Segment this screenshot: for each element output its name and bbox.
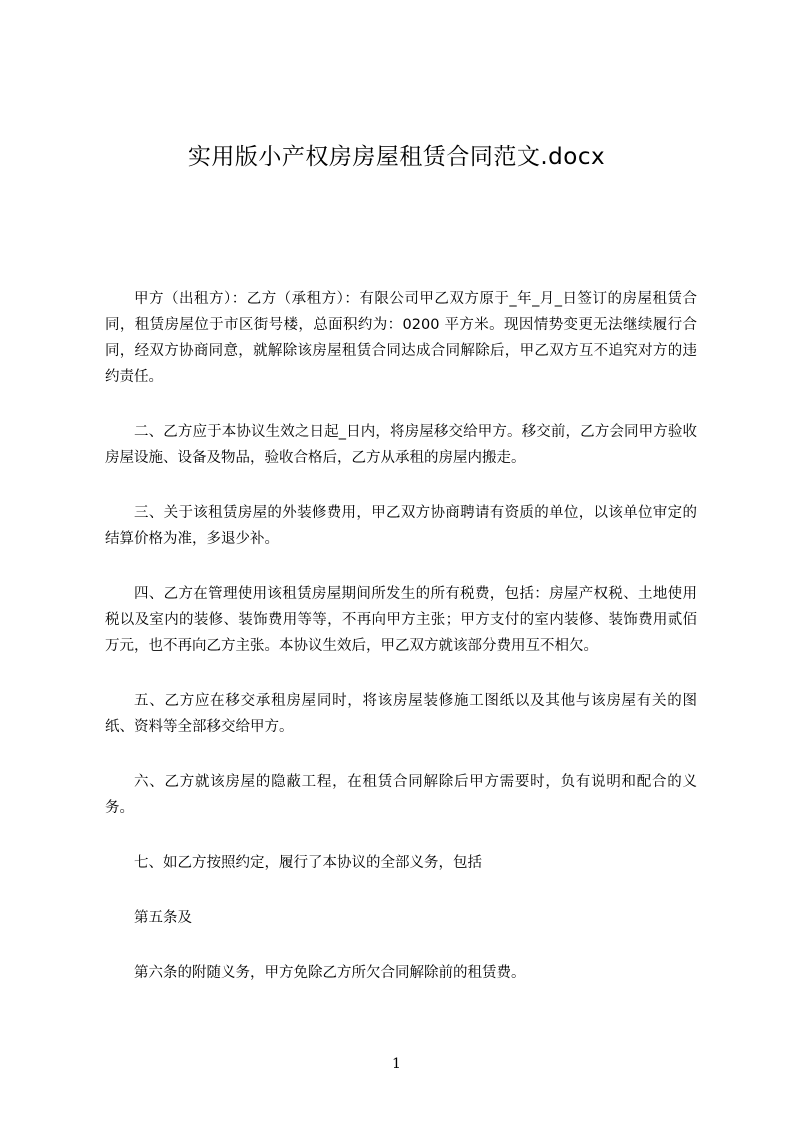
paragraph-clause-6: 六、乙方就该房屋的隐蔽工程，在租赁合同解除后甲方需要时，负有说明和配合的义务。 [105, 774, 697, 816]
paragraph-clause-4: 四、乙方在管理使用该租赁房屋期间所发生的所有税费，包括：房屋产权税、土地使用税以及室内的装修、装饰费用等等，不再向甲方主张；甲方支付的室内装修、装饰费用贰佰万元，也不再向乙方主张。本协议生效后，甲乙双方就该部分费用互不相欠。 [105, 586, 697, 654]
page-number: 1 [392, 1056, 401, 1072]
document-title: 实用版小产权房房屋租赁合同范文.docx [187, 144, 606, 170]
paragraph-clause-7: 七、如乙方按照约定，履行了本协议的全部义务，包括 [134, 855, 482, 871]
document-body [105, 286, 697, 1015]
paragraph-termination-intro: 甲方（出租方）：乙方（承租方）：有限公司甲乙双方原于_年_月_日签订的房屋租赁合同，租赁房屋位于市区街号楼，总面积约为：0200 平方米。现因情势变更无法继续履行合同，经双方协商同意，就解除该房屋租赁合同达成合同解除后，甲乙双方互不追究对方的违约责任。 [105, 291, 697, 385]
paragraph-clause-7-cont-b: 第六条的附随义务，甲方免除乙方所欠合同解除前的租赁费。 [134, 965, 526, 981]
paragraph-clause-5: 五、乙方应在移交承租房屋同时，将该房屋装修施工图纸以及其他与该房屋有关的图纸、资料等全部移交给甲方。 [105, 693, 697, 735]
paragraph-clause-3: 三、关于该租赁房屋的外装修费用，甲乙双方协商聘请有资质的单位，以该单位审定的结算价格为准，多退少补。 [105, 505, 697, 547]
paragraph-clause-7-cont-a: 第五条及 [134, 910, 192, 926]
paragraph-clause-2: 二、乙方应于本协议生效之日起_日内，将房屋移交给甲方。移交前，乙方会同甲方验收房屋设施、设备及物品，验收合格后，乙方从承租的房屋内搬走。 [105, 424, 697, 466]
